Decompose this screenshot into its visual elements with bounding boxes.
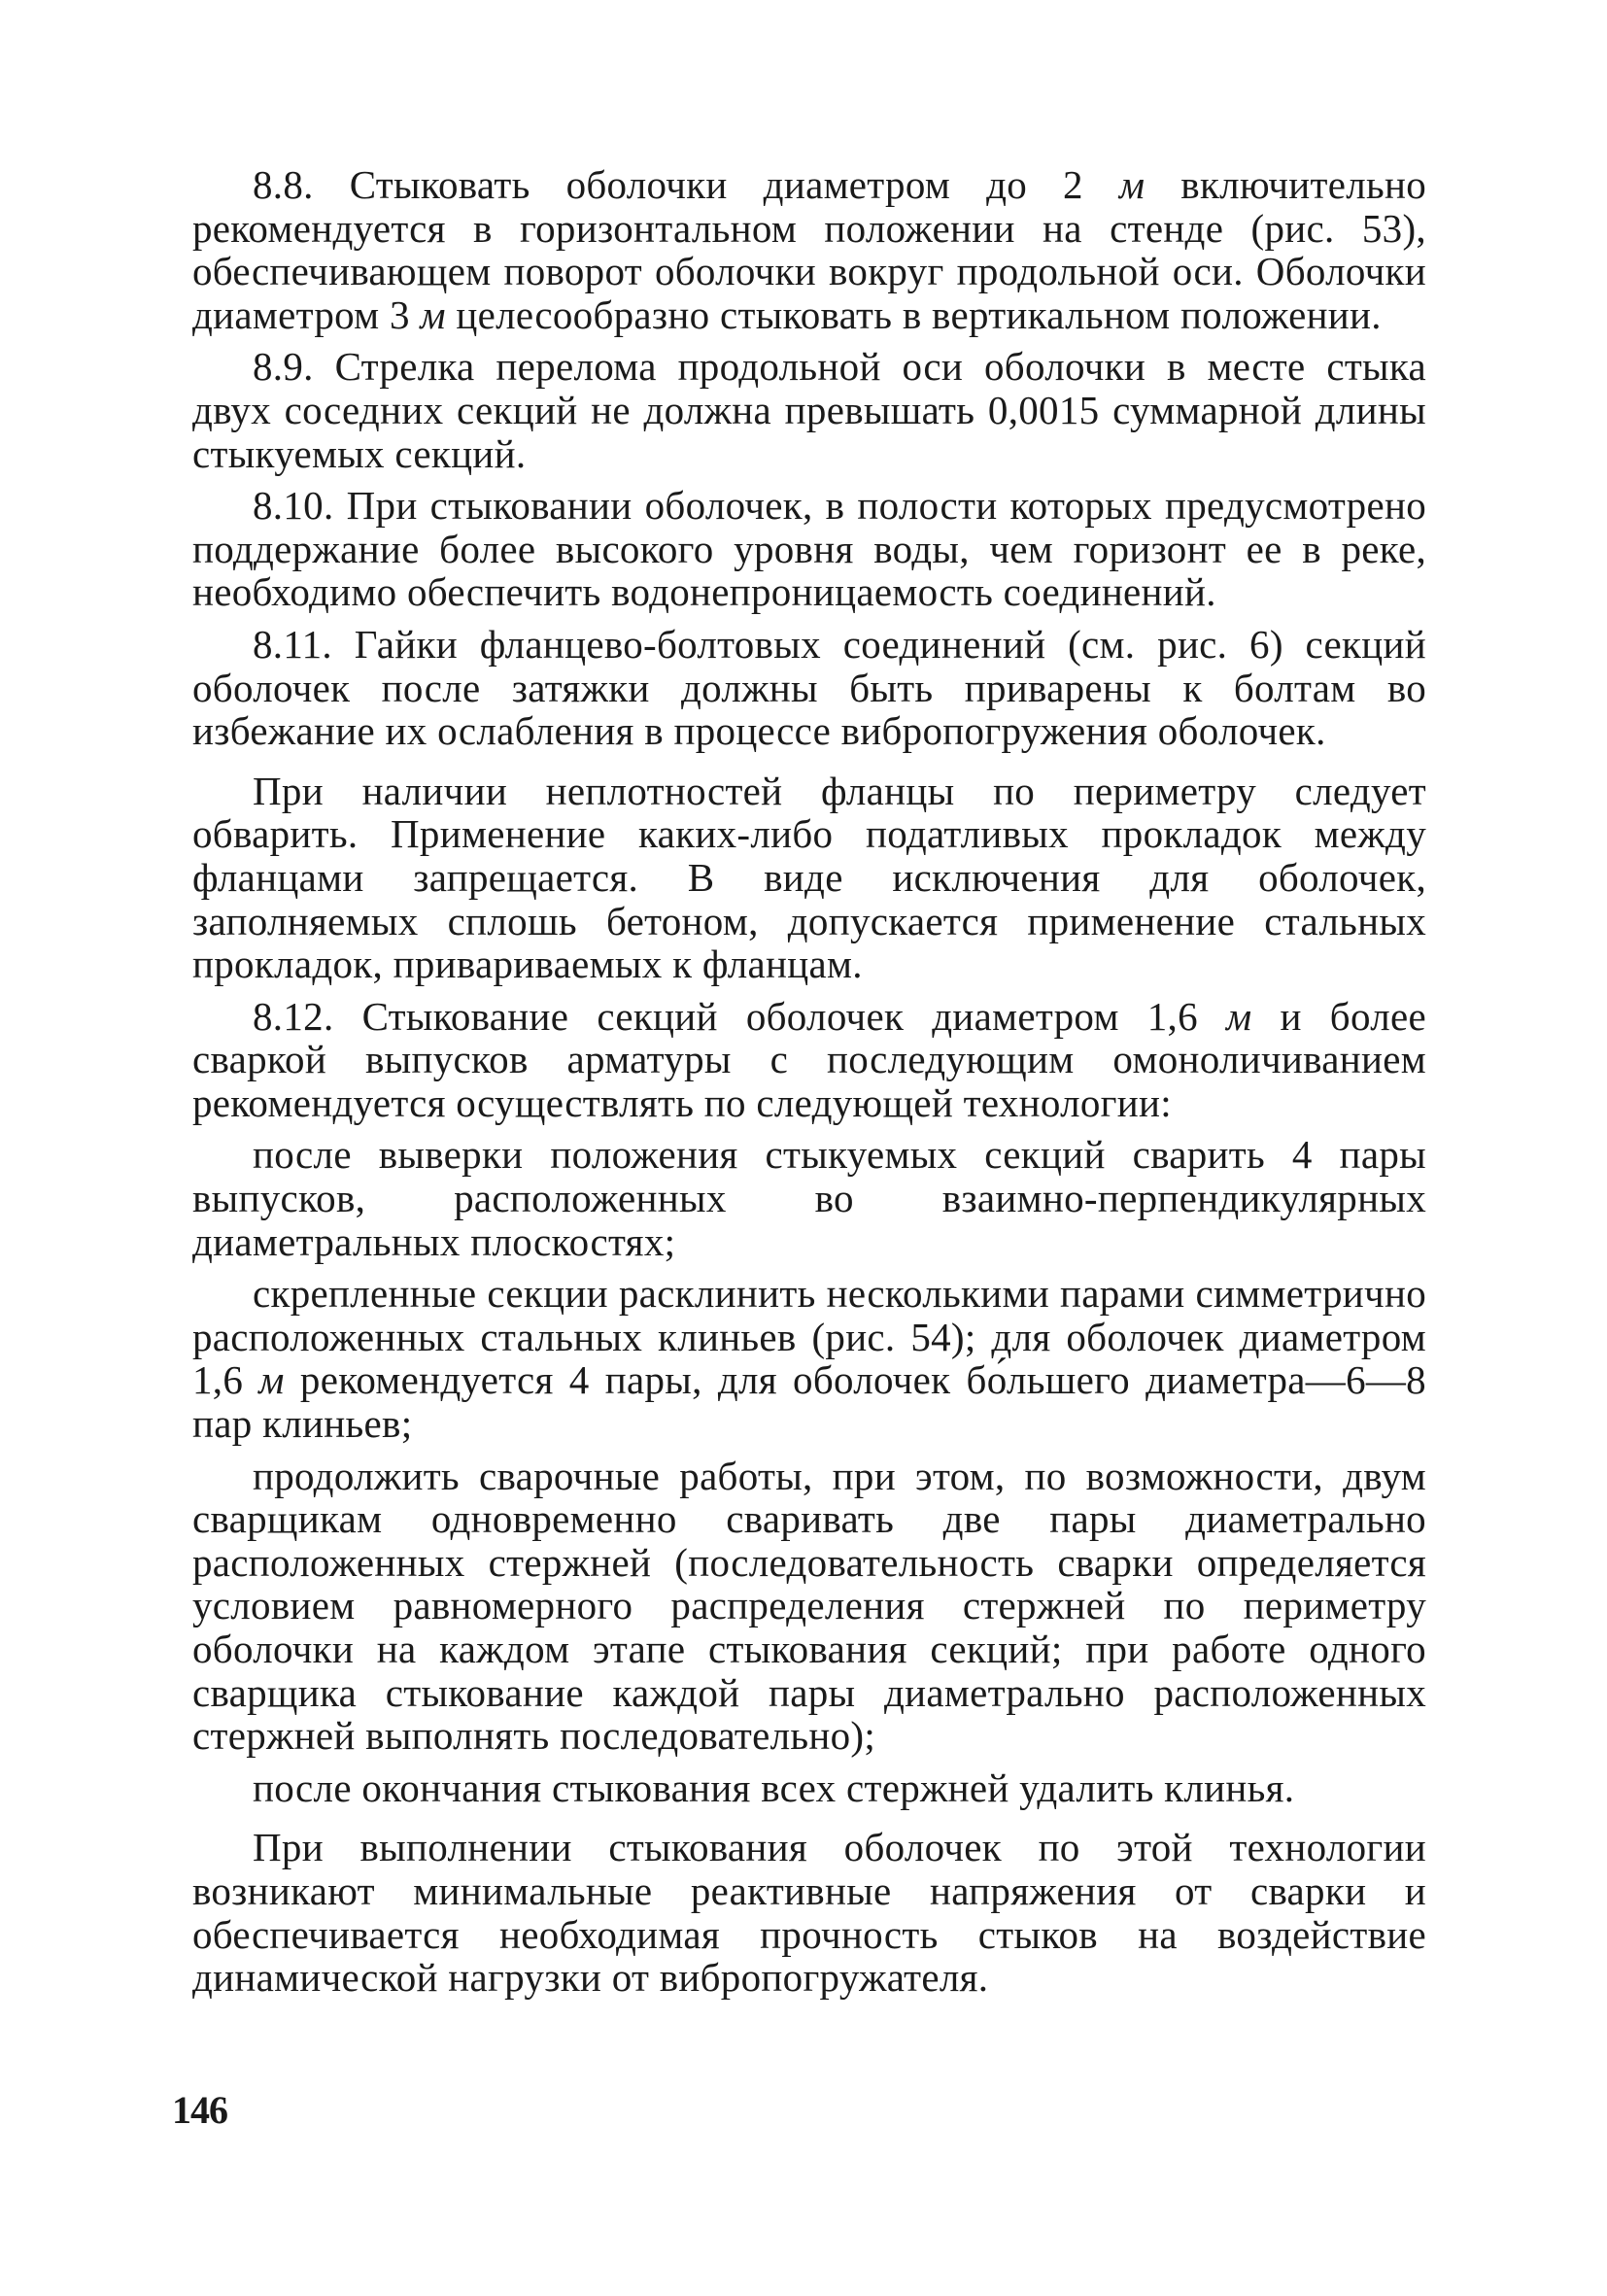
step-4: после окончания стыкования всех стержней удалить клинья. [253, 1765, 1295, 1810]
paragraph-8-11: 8.11. Гайки фланцево-болтовых соединений (см. рис. 6) секций оболочек после затяжки должны быть приварены к болтам во избежание их ослабления в процессе вибропогружения оболочек. [192, 621, 1426, 754]
text-run: рекомендуется 4 пары, для оболочек бо́льшего диаметра—6—8 пар клиньев; [192, 1357, 1426, 1447]
paragraph-8-12 [192, 995, 1426, 1125]
text-run: 8.8. Стыковать оболочки диаметром до 2 [253, 162, 1119, 207]
unit-meter: м [420, 291, 446, 337]
text-run: скрепленные секции расклинить несколькими парами симметрично расположенных стальных клиньев (рис. 54); для оболочек диаметром 1,6 [192, 1271, 1426, 1403]
page-number: 146 [172, 2088, 227, 2132]
text-run: 8.12. Стыкование секций оболочек диаметром 1,6 [253, 993, 1226, 1039]
step-2 [192, 1272, 1426, 1445]
step-3: продолжить сварочные работы, при этом, по возможности, двум сварщикам одновременно сваривать две пары диаметрально расположенных стержней (последовательность сварки определяется условием равномерного распределения стержней по периметру оболочки на каждом этапе стыкования секций; при работе одного сварщика стыкование каждой пары диаметрально расположенных стержней выполнять последовательно); [192, 1453, 1426, 1759]
unit-meter: м [1118, 162, 1145, 207]
paragraph-flanges: При наличии неплотностей фланцы по периметру следует обварить. Применение каких-либо податливых прокладок между фланцами запрещается. В виде исключения для оболочек, заполняемых сплошь бетоном, допускается применение стальных прокладок, привариваемых к фланцам. [192, 768, 1426, 987]
unit-meter: м [258, 1357, 285, 1403]
text-run: целесообразно стыковать в вертикальном положении. [445, 291, 1382, 337]
step-1: после выверки положения стыкуемых секций сварить 4 пары выпусков, расположенных во взаимно-перпендикулярных диаметральных плоскостях; [192, 1132, 1426, 1264]
unit-meter: м [1225, 993, 1252, 1039]
paragraph-8-9: 8.9. Стрелка перелома продольной оси оболочки в месте стыка двух соседних секций не должна превышать 0,0015 суммарной длины стыкуемых секций. [192, 344, 1426, 476]
paragraph-8-10: 8.10. При стыковании оболочек, в полости которых предусмотрено поддержание более высокого уровня воды, чем горизонт ее в реке, необходимо обеспечить водонепроницаемость соединений. [192, 483, 1426, 615]
page-body [192, 163, 1426, 2000]
paragraph-8-8 [192, 163, 1426, 336]
text-run: и более сваркой выпусков арматуры с последующим омоноличиванием рекомендуется осуществлять по следующей технологии: [192, 993, 1426, 1125]
text-run: включительно рекомендуется в горизонтальном положении на стенде (рис. 53), обеспечивающем поворот оболочки вокруг продольной оси. Оболочки диаметром 3 [192, 162, 1426, 337]
paragraph-conclusion: При выполнении стыкования оболочек по этой технологии возникают минимальные реактивные напряжения от сварки и обеспечивается необходимая прочность стыков на воздействие динамической нагрузки от вибропогружателя. [192, 1825, 1426, 2001]
